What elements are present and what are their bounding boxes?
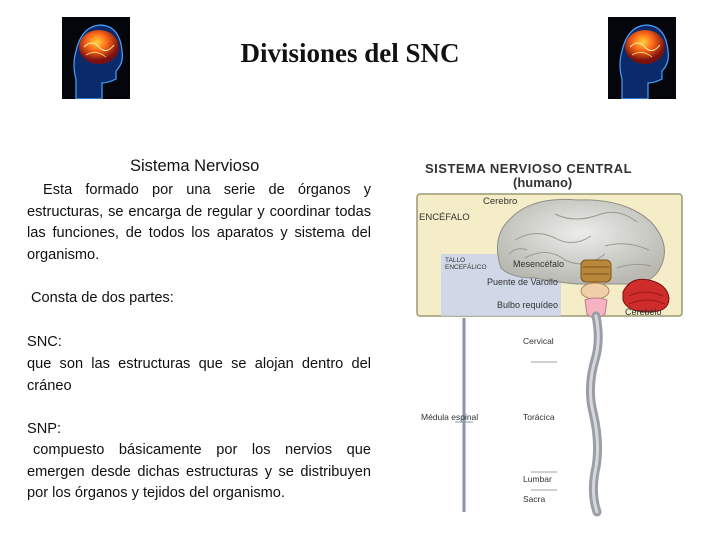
label-encephalon: ENCÉFALO [419, 212, 470, 223]
brain-head-icon [62, 17, 130, 99]
snc-definition: que son las estructuras que se alojan dentro del cráneo [27, 356, 371, 394]
brain-head-icon [608, 17, 676, 99]
pons-shape [581, 283, 609, 299]
snp-definition: compuesto básicamente por los nervios que emergen desde dichas estructuras y se distribuyen por los órganos y tejidos del organismo. [27, 442, 371, 502]
parts-heading: Consta de dos partes: [31, 290, 174, 306]
snc-term: SNC: [27, 334, 62, 350]
label-pons: Puente de Varollo [487, 277, 558, 287]
slide-title: Divisiones del SNC [240, 38, 460, 68]
label-sacral: Sacra [523, 494, 546, 504]
label-lumbar: Lumbar [523, 474, 552, 484]
diagram-subtitle: (humano) [513, 175, 573, 190]
label-spinal-cord: Médula espinal [421, 412, 479, 422]
label-thoracic: Torácica [523, 412, 555, 422]
label-cerebrum: Cerebro [483, 196, 518, 207]
snp-term: SNP: [27, 421, 62, 437]
label-medulla-oblongata: Bulbo requídeo [497, 300, 559, 310]
diagram-title: SISTEMA NERVIOSO CENTRAL [425, 161, 633, 176]
label-cervical: Cervical [523, 336, 554, 346]
intro-paragraph: Esta formado por una serie de órganos y estructuras, se encarga de regular y coordinar todas las funciones, de todos los aparatos y sistema del organismo. [27, 182, 371, 263]
midbrain-shape [581, 260, 611, 282]
label-cerebellum: Cerebelo [625, 307, 662, 317]
section-subtitle: Sistema Nervioso [130, 157, 260, 175]
label-brainstem-1: TALLO [445, 257, 466, 264]
label-midbrain: Mesencéfalo [513, 259, 565, 269]
label-brainstem-2: ENCEFÁLICO [445, 264, 487, 271]
cns-diagram [405, 150, 705, 520]
